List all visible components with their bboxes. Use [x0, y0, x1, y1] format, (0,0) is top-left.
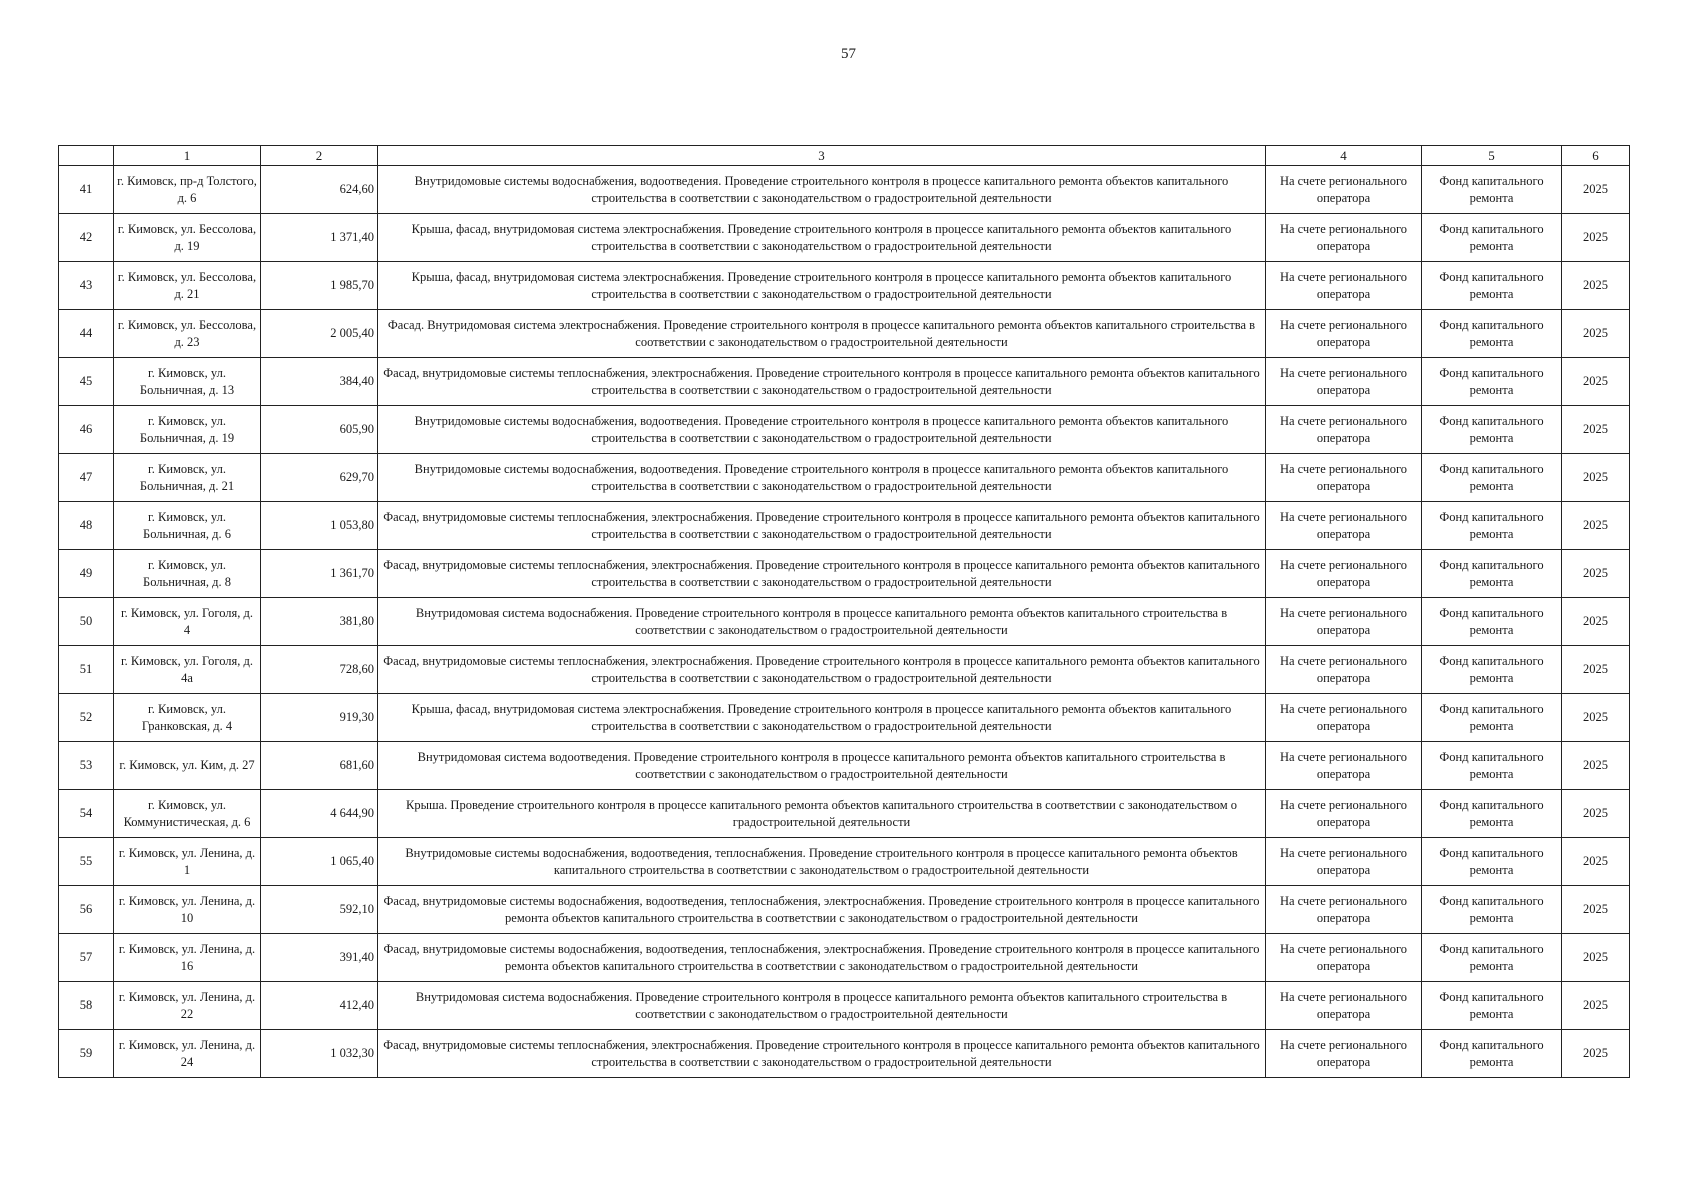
table-row	[59, 502, 1630, 550]
year-cell: 2025	[1562, 1030, 1630, 1078]
area-cell: 605,90	[261, 406, 378, 454]
fund-cell: Фонд капитального ремонта	[1422, 934, 1562, 982]
area-cell: 624,60	[261, 166, 378, 214]
address-cell: г. Кимовск, ул. Больничная, д. 8	[114, 550, 261, 598]
area-cell: 919,30	[261, 694, 378, 742]
address-cell: г. Кимовск, ул. Бессолова, д. 21	[114, 262, 261, 310]
address-cell: г. Кимовск, ул. Ленина, д. 22	[114, 982, 261, 1030]
row-number: 45	[59, 358, 114, 406]
year-cell: 2025	[1562, 934, 1630, 982]
table-row	[59, 550, 1630, 598]
year-cell: 2025	[1562, 838, 1630, 886]
column-number-row	[59, 146, 1630, 166]
area-cell: 1 053,80	[261, 502, 378, 550]
funding-source-cell: На счете регионального оператора	[1266, 1030, 1422, 1078]
fund-cell: Фонд капитального ремонта	[1422, 550, 1562, 598]
row-number: 57	[59, 934, 114, 982]
funding-source-cell: На счете регионального оператора	[1266, 886, 1422, 934]
funding-source-cell: На счете регионального оператора	[1266, 214, 1422, 262]
table-row	[59, 694, 1630, 742]
fund-cell: Фонд капитального ремонта	[1422, 166, 1562, 214]
area-cell: 728,60	[261, 646, 378, 694]
fund-cell: Фонд капитального ремонта	[1422, 598, 1562, 646]
fund-cell: Фонд капитального ремонта	[1422, 1030, 1562, 1078]
row-number: 42	[59, 214, 114, 262]
year-cell: 2025	[1562, 310, 1630, 358]
address-cell: г. Кимовск, ул. Ленина, д. 10	[114, 886, 261, 934]
table-row	[59, 454, 1630, 502]
header-cell-4: 4	[1266, 146, 1422, 166]
funding-source-cell: На счете регионального оператора	[1266, 694, 1422, 742]
funding-source-cell: На счете регионального оператора	[1266, 454, 1422, 502]
year-cell: 2025	[1562, 646, 1630, 694]
area-cell: 412,40	[261, 982, 378, 1030]
funding-source-cell: На счете регионального оператора	[1266, 982, 1422, 1030]
area-cell: 2 005,40	[261, 310, 378, 358]
table-row	[59, 934, 1630, 982]
address-cell: г. Кимовск, ул. Больничная, д. 6	[114, 502, 261, 550]
address-cell: г. Кимовск, ул. Гранковская, д. 4	[114, 694, 261, 742]
header-cell-3: 3	[378, 146, 1266, 166]
address-cell: г. Кимовск, ул. Ленина, д. 1	[114, 838, 261, 886]
area-cell: 1 985,70	[261, 262, 378, 310]
table-row	[59, 262, 1630, 310]
works-cell: Фасад, внутридомовые системы теплоснабжения, электроснабжения. Проведение строительного контроля в процессе капитального ремонта объектов капитального строительства в соответствии с законодательством о градостроительной деятельности	[378, 358, 1266, 406]
works-cell: Фасад, внутридомовые системы теплоснабжения, электроснабжения. Проведение строительного контроля в процессе капитального ремонта объектов капитального строительства в соответствии с законодательством о градостроительной деятельности	[378, 646, 1266, 694]
row-number: 48	[59, 502, 114, 550]
header-cell-1: 1	[114, 146, 261, 166]
table-row	[59, 742, 1630, 790]
table-row	[59, 790, 1630, 838]
year-cell: 2025	[1562, 166, 1630, 214]
fund-cell: Фонд капитального ремонта	[1422, 982, 1562, 1030]
year-cell: 2025	[1562, 550, 1630, 598]
fund-cell: Фонд капитального ремонта	[1422, 262, 1562, 310]
table-row	[59, 982, 1630, 1030]
year-cell: 2025	[1562, 214, 1630, 262]
fund-cell: Фонд капитального ремонта	[1422, 742, 1562, 790]
works-cell: Внутридомовая система водоотведения. Проведение строительного контроля в процессе капитального ремонта объектов капитального строительства в соответствии с законодательством о градостроительной деятельности	[378, 742, 1266, 790]
fund-cell: Фонд капитального ремонта	[1422, 790, 1562, 838]
address-cell: г. Кимовск, ул. Гоголя, д. 4а	[114, 646, 261, 694]
header-cell-6: 6	[1562, 146, 1630, 166]
works-cell: Фасад, внутридомовые системы теплоснабжения, электроснабжения. Проведение строительного контроля в процессе капитального ремонта объектов капитального строительства в соответствии с законодательством о градостроительной деятельности	[378, 550, 1266, 598]
funding-source-cell: На счете регионального оператора	[1266, 838, 1422, 886]
fund-cell: Фонд капитального ремонта	[1422, 646, 1562, 694]
row-number: 50	[59, 598, 114, 646]
funding-source-cell: На счете регионального оператора	[1266, 358, 1422, 406]
works-cell: Фасад. Внутридомовая система электроснабжения. Проведение строительного контроля в процессе капитального ремонта объектов капитального строительства в соответствии с законодательством о градостроительной деятельности	[378, 310, 1266, 358]
works-cell: Крыша, фасад, внутридомовая система электроснабжения. Проведение строительного контроля в процессе капитального ремонта объектов капитального строительства в соответствии с законодательством о градостроительной деятельности	[378, 694, 1266, 742]
row-number: 46	[59, 406, 114, 454]
row-number: 55	[59, 838, 114, 886]
year-cell: 2025	[1562, 502, 1630, 550]
funding-source-cell: На счете регионального оператора	[1266, 550, 1422, 598]
funding-source-cell: На счете регионального оператора	[1266, 310, 1422, 358]
fund-cell: Фонд капитального ремонта	[1422, 886, 1562, 934]
address-cell: г. Кимовск, ул. Ленина, д. 16	[114, 934, 261, 982]
address-cell: г. Кимовск, ул. Ким, д. 27	[114, 742, 261, 790]
fund-cell: Фонд капитального ремонта	[1422, 454, 1562, 502]
address-cell: г. Кимовск, ул. Ленина, д. 24	[114, 1030, 261, 1078]
works-cell: Крыша, фасад, внутридомовая система электроснабжения. Проведение строительного контроля в процессе капитального ремонта объектов капитального строительства в соответствии с законодательством о градостроительной деятельности	[378, 214, 1266, 262]
works-cell: Крыша. Проведение строительного контроля в процессе капитального ремонта объектов капитального строительства в соответствии с законодательством о градостроительной деятельности	[378, 790, 1266, 838]
works-cell: Крыша, фасад, внутридомовая система электроснабжения. Проведение строительного контроля в процессе капитального ремонта объектов капитального строительства в соответствии с законодательством о градостроительной деятельности	[378, 262, 1266, 310]
row-number: 53	[59, 742, 114, 790]
row-number: 47	[59, 454, 114, 502]
row-number: 54	[59, 790, 114, 838]
table-row	[59, 838, 1630, 886]
row-number: 44	[59, 310, 114, 358]
area-cell: 592,10	[261, 886, 378, 934]
fund-cell: Фонд капитального ремонта	[1422, 502, 1562, 550]
fund-cell: Фонд капитального ремонта	[1422, 694, 1562, 742]
funding-source-cell: На счете регионального оператора	[1266, 166, 1422, 214]
works-cell: Внутридомовые системы водоснабжения, водоотведения, теплоснабжения. Проведение строительного контроля в процессе капитального ремонта объектов капитального строительства в соответствии с законодательством о градостроительной деятельности	[378, 838, 1266, 886]
row-number: 41	[59, 166, 114, 214]
header-cell-2: 2	[261, 146, 378, 166]
fund-cell: Фонд капитального ремонта	[1422, 406, 1562, 454]
works-cell: Фасад, внутридомовые системы водоснабжения, водоотведения, теплоснабжения, электроснабжения. Проведение строительного контроля в процессе капитального ремонта объектов капитального строительства в соответствии с законодательством о градостроительной деятельности	[378, 886, 1266, 934]
funding-source-cell: На счете регионального оператора	[1266, 262, 1422, 310]
address-cell: г. Кимовск, ул. Больничная, д. 13	[114, 358, 261, 406]
table-row	[59, 646, 1630, 694]
table-row	[59, 214, 1630, 262]
works-cell: Фасад, внутридомовые системы теплоснабжения, электроснабжения. Проведение строительного контроля в процессе капитального ремонта объектов капитального строительства в соответствии с законодательством о градостроительной деятельности	[378, 1030, 1266, 1078]
works-cell: Внутридомовые системы водоснабжения, водоотведения. Проведение строительного контроля в процессе капитального ремонта объектов капитального строительства в соответствии с законодательством о градостроительной деятельности	[378, 166, 1266, 214]
area-cell: 1 361,70	[261, 550, 378, 598]
area-cell: 681,60	[261, 742, 378, 790]
year-cell: 2025	[1562, 886, 1630, 934]
year-cell: 2025	[1562, 694, 1630, 742]
address-cell: г. Кимовск, ул. Коммунистическая, д. 6	[114, 790, 261, 838]
fund-cell: Фонд капитального ремонта	[1422, 358, 1562, 406]
works-cell: Внутридомовые системы водоснабжения, водоотведения. Проведение строительного контроля в процессе капитального ремонта объектов капитального строительства в соответствии с законодательством о градостроительной деятельности	[378, 406, 1266, 454]
table-row	[59, 358, 1630, 406]
works-cell: Фасад, внутридомовые системы теплоснабжения, электроснабжения. Проведение строительного контроля в процессе капитального ремонта объектов капитального строительства в соответствии с законодательством о градостроительной деятельности	[378, 502, 1266, 550]
funding-source-cell: На счете регионального оператора	[1266, 790, 1422, 838]
row-number: 59	[59, 1030, 114, 1078]
works-cell: Фасад, внутридомовые системы водоснабжения, водоотведения, теплоснабжения, электроснабжения. Проведение строительного контроля в процессе капитального ремонта объектов капитального строительства в соответствии с законодательством о градостроительной деятельности	[378, 934, 1266, 982]
funding-source-cell: На счете регионального оператора	[1266, 646, 1422, 694]
works-cell: Внутридомовая система водоснабжения. Проведение строительного контроля в процессе капитального ремонта объектов капитального строительства в соответствии с законодательством о градостроительной деятельности	[378, 982, 1266, 1030]
area-cell: 381,80	[261, 598, 378, 646]
table-row	[59, 406, 1630, 454]
address-cell: г. Кимовск, ул. Больничная, д. 19	[114, 406, 261, 454]
address-cell: г. Кимовск, ул. Гоголя, д. 4	[114, 598, 261, 646]
address-cell: г. Кимовск, пр-д Толстого, д. 6	[114, 166, 261, 214]
table-row	[59, 310, 1630, 358]
funding-source-cell: На счете регионального оператора	[1266, 502, 1422, 550]
year-cell: 2025	[1562, 742, 1630, 790]
row-number: 49	[59, 550, 114, 598]
area-cell: 1 371,40	[261, 214, 378, 262]
area-cell: 629,70	[261, 454, 378, 502]
fund-cell: Фонд капитального ремонта	[1422, 838, 1562, 886]
area-cell: 384,40	[261, 358, 378, 406]
area-cell: 1 065,40	[261, 838, 378, 886]
header-cell-5: 5	[1422, 146, 1562, 166]
area-cell: 1 032,30	[261, 1030, 378, 1078]
page-number: 57	[841, 46, 856, 62]
funding-source-cell: На счете регионального оператора	[1266, 742, 1422, 790]
works-cell: Внутридомовая система водоснабжения. Проведение строительного контроля в процессе капитального ремонта объектов капитального строительства в соответствии с законодательством о градостроительной деятельности	[378, 598, 1266, 646]
row-number: 58	[59, 982, 114, 1030]
table-row	[59, 1030, 1630, 1078]
area-cell: 4 644,90	[261, 790, 378, 838]
row-number: 43	[59, 262, 114, 310]
year-cell: 2025	[1562, 358, 1630, 406]
year-cell: 2025	[1562, 790, 1630, 838]
row-number: 51	[59, 646, 114, 694]
funding-source-cell: На счете регионального оператора	[1266, 406, 1422, 454]
fund-cell: Фонд капитального ремонта	[1422, 214, 1562, 262]
table-row	[59, 598, 1630, 646]
address-cell: г. Кимовск, ул. Бессолова, д. 19	[114, 214, 261, 262]
year-cell: 2025	[1562, 982, 1630, 1030]
row-number: 52	[59, 694, 114, 742]
year-cell: 2025	[1562, 454, 1630, 502]
table-row	[59, 886, 1630, 934]
funding-source-cell: На счете регионального оператора	[1266, 598, 1422, 646]
year-cell: 2025	[1562, 406, 1630, 454]
table-row	[59, 166, 1630, 214]
address-cell: г. Кимовск, ул. Бессолова, д. 23	[114, 310, 261, 358]
works-cell: Внутридомовые системы водоснабжения, водоотведения. Проведение строительного контроля в процессе капитального ремонта объектов капитального строительства в соответствии с законодательством о градостроительной деятельности	[378, 454, 1266, 502]
header-cell-blank	[59, 146, 114, 166]
area-cell: 391,40	[261, 934, 378, 982]
table-body	[59, 166, 1630, 1078]
year-cell: 2025	[1562, 598, 1630, 646]
address-cell: г. Кимовск, ул. Больничная, д. 21	[114, 454, 261, 502]
funding-source-cell: На счете регионального оператора	[1266, 934, 1422, 982]
year-cell: 2025	[1562, 262, 1630, 310]
fund-cell: Фонд капитального ремонта	[1422, 310, 1562, 358]
repair-plan-table	[58, 145, 1630, 1078]
row-number: 56	[59, 886, 114, 934]
